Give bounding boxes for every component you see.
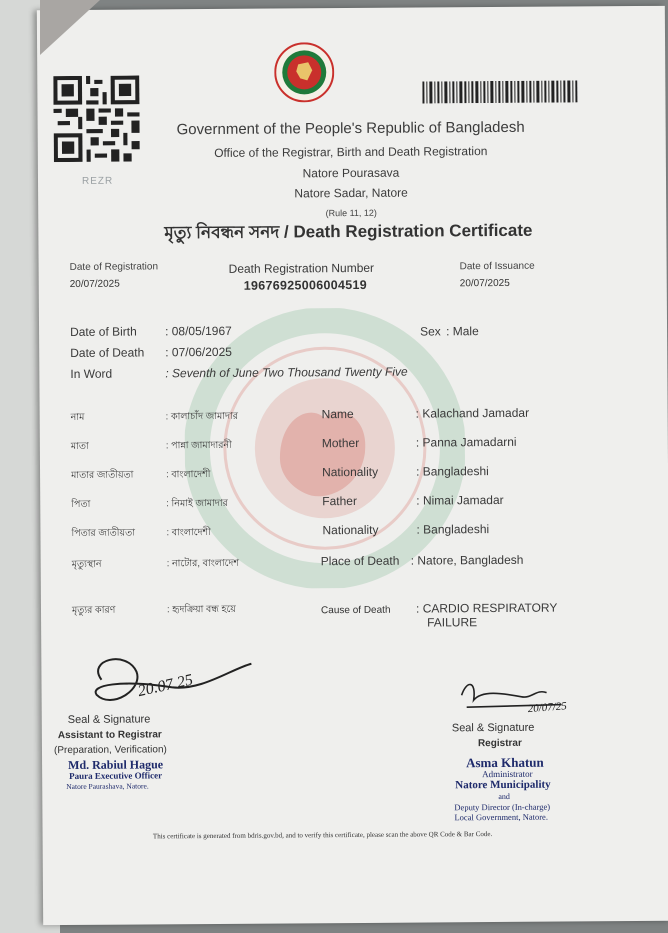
registration-number-value: 19676925006004519 — [243, 277, 368, 293]
right-name: Asma Khatun — [466, 754, 544, 771]
en-label-father: Father — [322, 493, 357, 509]
bn-label-cause: মৃত্যুর কারণ — [71, 604, 116, 616]
en-value-cause-line1: : CARDIO RESPIRATORY — [415, 600, 558, 616]
inword-value: : Seventh of June Two Thousand Twenty Five — [165, 364, 408, 381]
date-of-issuance-value: 20/07/2025 — [459, 277, 510, 290]
bn-value-mother-nationality: : বাংলাদেশী — [166, 469, 211, 481]
bn-value-place-of-death: : নাটোর, বাংলাদেশ — [166, 557, 240, 570]
left-sub: (Preparation, Verification) — [53, 744, 167, 757]
right-line4: Deputy Director (In-charge) — [454, 801, 551, 813]
left-seal-label: Seal & Signature — [67, 713, 151, 727]
right-role: Registrar — [477, 737, 522, 750]
qr-code-icon — [53, 75, 140, 162]
bn-value-cause: : হৃদক্রিয়া বন্ধ হয়ে — [166, 603, 236, 616]
bn-label-father: পিতা — [71, 498, 91, 510]
dob-value: : 08/05/1967 — [165, 323, 232, 339]
en-label-mother-nationality: Nationality — [321, 464, 379, 480]
registration-number-label: Death Registration Number — [228, 260, 375, 276]
bn-label-mother: মাতা — [70, 440, 89, 452]
sex-label: Sex — [420, 324, 441, 339]
date-of-issuance-label: Date of Issuance — [459, 260, 535, 273]
certificate-title: মৃত্যু নিবন্ধন সনদ / Death Registration Certificate — [164, 220, 533, 243]
bn-value-mother: : পান্না জামাদারনী — [165, 439, 232, 452]
left-role: Assistant to Registrar — [57, 729, 162, 742]
date-of-registration-value: 20/07/2025 — [69, 278, 120, 290]
right-line1: Administrator — [482, 768, 533, 780]
dob-label: Date of Birth — [70, 324, 137, 339]
en-value-cause-line2: FAILURE — [427, 615, 478, 630]
right-seal-label: Seal & Signature — [451, 721, 535, 735]
place-heading: Natore Sadar, Natore — [294, 185, 408, 201]
left-title: Paura Executive Officer — [69, 770, 163, 781]
barcode-icon — [422, 80, 577, 103]
rule-text: (Rule 11, 12) — [325, 207, 377, 219]
bn-label-name: নাম — [70, 411, 85, 423]
en-value-name: : Kalachand Jamadar — [415, 405, 530, 421]
right-line2: Natore Municipality — [455, 778, 551, 792]
en-value-place-of-death: : Natore, Bangladesh — [410, 552, 524, 568]
left-name: Md. Rabiul Hague — [68, 757, 164, 773]
paper-fold-corner — [40, 0, 100, 55]
bn-label-father-nationality: পিতার জাতীয়তা — [71, 527, 136, 539]
right-line5: Local Government, Natore. — [454, 811, 548, 823]
en-value-mother: : Panna Jamadarni — [415, 434, 517, 450]
en-value-father: : Nimai Jamadar — [416, 492, 504, 508]
bn-label-mother-nationality: মাতার জাতীয়তা — [71, 469, 134, 481]
office-heading: Office of the Registrar, Birth and Death Registration — [214, 144, 488, 160]
en-value-mother-nationality: : Bangladeshi — [415, 464, 489, 479]
en-label-place-of-death: Place of Death — [320, 553, 400, 569]
left-office: Natore Paurashava, Natore. — [66, 781, 149, 792]
gov-heading: Government of the People's Republic of Bangladesh — [176, 118, 525, 139]
bn-label-place-of-death: মৃত্যুস্থান — [71, 558, 102, 570]
pourasava-heading: Natore Pourasava — [302, 165, 400, 181]
right-line3: and — [498, 791, 510, 802]
footer-note: This certificate is generated from bdris.gov.bd, and to verify this certificate, please scan the above QR Code & Bar Code. — [152, 830, 493, 841]
en-label-name: Name — [321, 407, 354, 422]
sex-value: : Male — [446, 324, 479, 339]
inword-label: In Word — [70, 366, 113, 381]
bn-value-name: : কালাচাঁদ জামাদার — [165, 410, 238, 423]
dod-value: : 07/06/2025 — [165, 344, 232, 360]
date-of-registration-label: Date of Registration — [69, 261, 159, 273]
en-label-cause: Cause of Death — [320, 604, 391, 617]
qr-caption: REZR — [81, 175, 114, 187]
en-value-father-nationality: : Bangladeshi — [416, 522, 490, 537]
bn-value-father: : নিমাই জামাদার — [166, 497, 228, 510]
right-handwritten-date: 20/07/25 — [527, 700, 568, 716]
bn-value-father-nationality: : বাংলাদেশী — [166, 527, 211, 539]
left-handwritten-date: 20.07.25 — [136, 671, 195, 701]
en-label-mother: Mother — [321, 435, 360, 451]
government-seal-icon — [274, 42, 334, 102]
certificate-paper — [37, 6, 668, 925]
dod-label: Date of Death — [70, 345, 145, 360]
en-label-father-nationality: Nationality — [322, 522, 379, 538]
